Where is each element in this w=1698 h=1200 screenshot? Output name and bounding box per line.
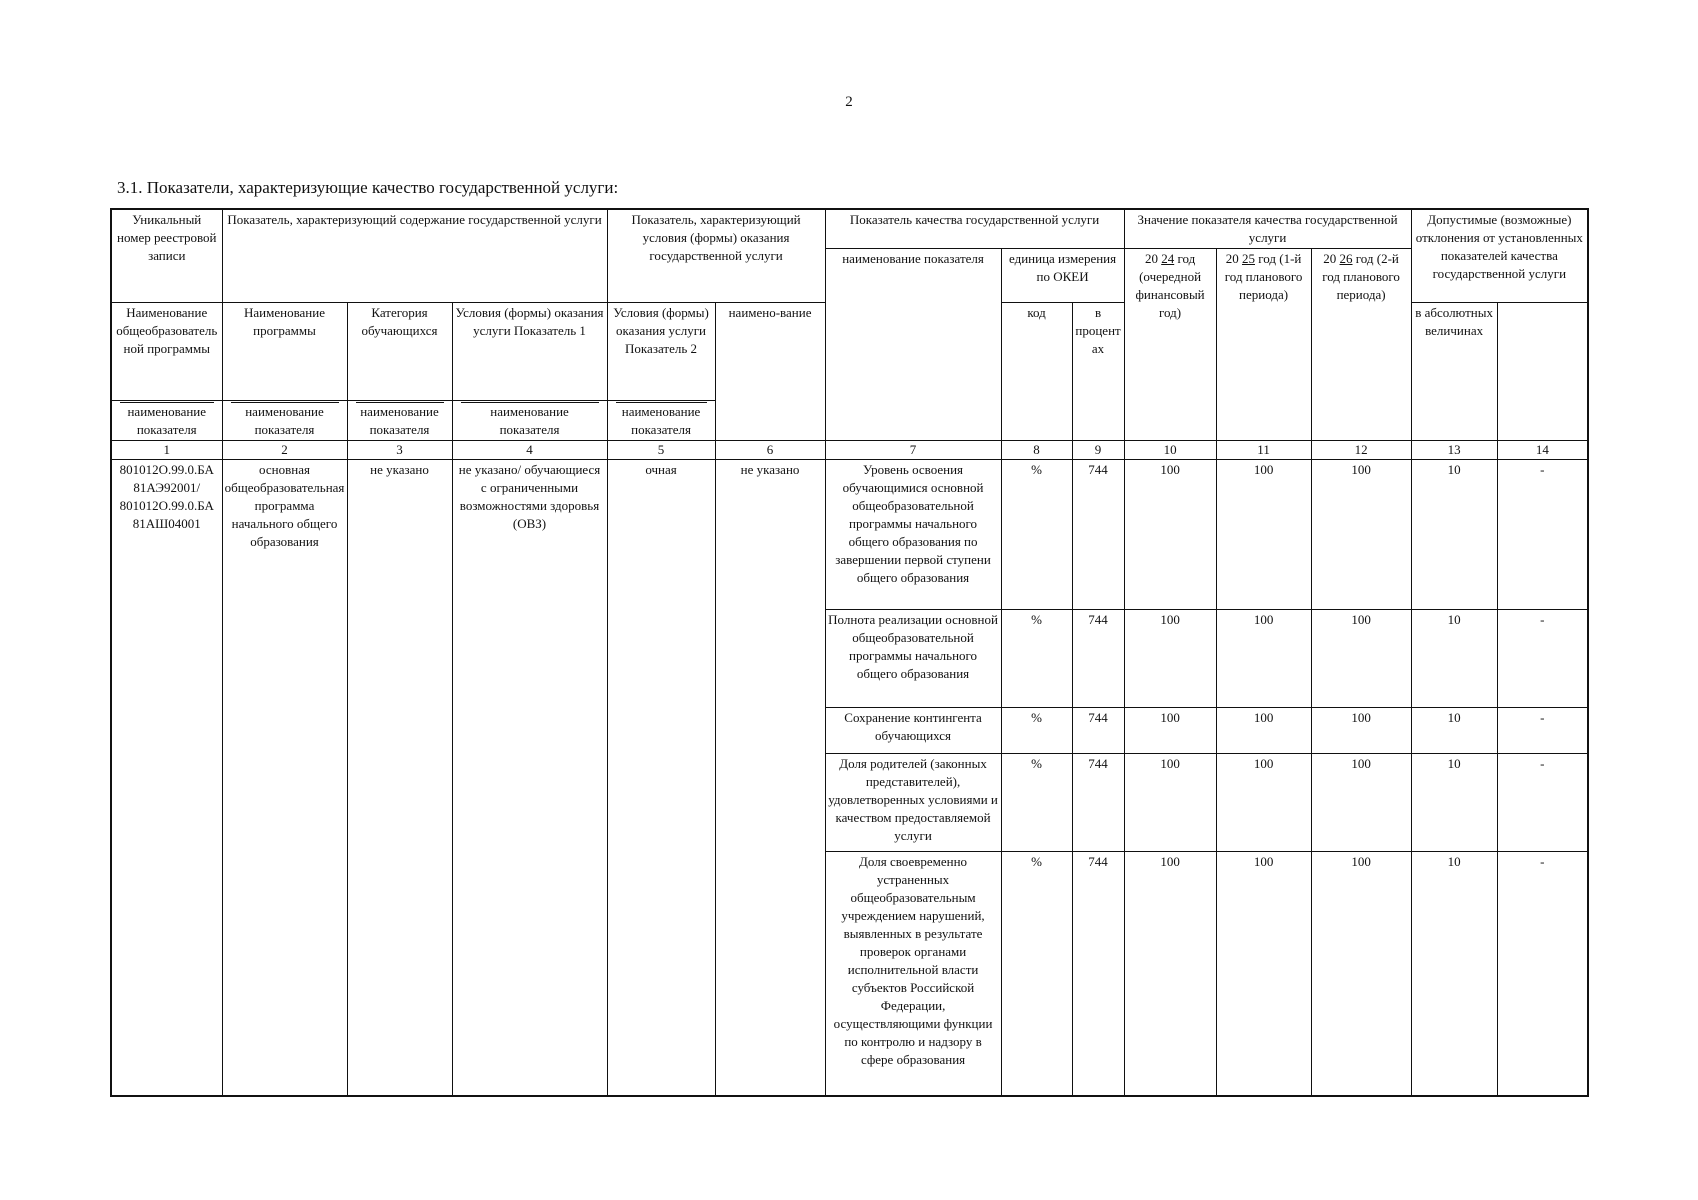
indicator-name: Доля своевременно устраненных общеобразовательным учреждением нарушений, выявленных в результате проверок органами исполнительной власти субъектов Российской Федерации, осуществляющими функции по контролю и надзору в сфере образования (825, 852, 1001, 1096)
sub-label-text: наименование показателя (120, 402, 214, 439)
indicator-name: Сохранение контингента обучающихся (825, 708, 1001, 754)
indicator-dev-percent: 10 (1411, 610, 1497, 708)
indicator-value-1: 100 (1124, 460, 1216, 610)
sub-label-condition-2 (607, 401, 715, 441)
indicator-dev-percent: 10 (1411, 754, 1497, 852)
indicator-value-2: 100 (1216, 460, 1311, 610)
table-row (111, 460, 1588, 610)
header-value-group: Значение показателя качества государственной услуги (1124, 209, 1411, 249)
indicator-code: 744 (1072, 708, 1124, 754)
sub-label-text: наименование показателя (616, 402, 707, 439)
indicator-value-1: 100 (1124, 754, 1216, 852)
header-program-name: Наименование общеобразовательной программы (111, 303, 222, 401)
header-year-1 (1124, 249, 1216, 441)
header-dev-absolute: в абсолютных величинах (1411, 303, 1497, 441)
column-number: 11 (1216, 441, 1311, 460)
sub-label-program-name (111, 401, 222, 441)
column-number: 9 (1072, 441, 1124, 460)
indicator-name: Доля родителей (законных представителей), удовлетворенных условиями и качеством предоставляемой услуги (825, 754, 1001, 852)
column-number: 6 (715, 441, 825, 460)
column-number: 12 (1311, 441, 1411, 460)
indicator-dev-absolute: - (1497, 460, 1588, 610)
indicator-unit: % (1001, 708, 1072, 754)
sub-label-program (222, 401, 347, 441)
indicator-code: 744 (1072, 754, 1124, 852)
indicator-value-3: 100 (1311, 754, 1411, 852)
header-content-group: Показатель, характеризующий содержание государственной услуги (222, 209, 607, 303)
indicator-value-3: 100 (1311, 610, 1411, 708)
column-number: 5 (607, 441, 715, 460)
indicator-value-2: 100 (1216, 708, 1311, 754)
indicator-dev-percent: 10 (1411, 708, 1497, 754)
indicator-value-1: 100 (1124, 852, 1216, 1096)
column-number: 8 (1001, 441, 1072, 460)
indicator-value-1: 100 (1124, 708, 1216, 754)
indicator-dev-absolute: - (1497, 708, 1588, 754)
column-number: 2 (222, 441, 347, 460)
year1-suffix: год (очередной финансовый год) (1135, 251, 1205, 320)
column-number-row (111, 441, 1588, 460)
indicator-dev-absolute: - (1497, 754, 1588, 852)
indicator-value-2: 100 (1216, 610, 1311, 708)
section-title: 3.1. Показатели, характеризующие качество государственной услуги: (117, 178, 619, 197)
quality-indicators-table (110, 208, 1589, 1097)
indicator-value-3: 100 (1311, 852, 1411, 1096)
indicator-unit: % (1001, 460, 1072, 610)
column-number: 4 (452, 441, 607, 460)
indicator-code: 744 (1072, 852, 1124, 1096)
record-unique-number: 801012О.99.0.БА 81АЭ92001/ 801012О.99.0.БА 81АШ04001 (111, 460, 222, 1096)
indicator-value-1: 100 (1124, 610, 1216, 708)
record-program: не указано (347, 460, 452, 1096)
column-number: 13 (1411, 441, 1497, 460)
indicator-value-3: 100 (1311, 460, 1411, 610)
record-condition-1: очная (607, 460, 715, 1096)
year3-prefix: 20 (1323, 251, 1337, 266)
sub-label-text: наименование показателя (356, 402, 444, 439)
indicator-name: Полнота реализации основной общеобразовательной программы начального общего образования (825, 610, 1001, 708)
page-number: 2 (845, 94, 853, 110)
column-number: 3 (347, 441, 452, 460)
year2-suffix: год (1-й год планового периода) (1224, 251, 1303, 302)
column-number: 7 (825, 441, 1001, 460)
header-unit-name: наимено-вание (715, 303, 825, 441)
year1-value: 24 (1161, 251, 1175, 266)
header-conditions-group: Показатель, характеризующий условия (формы) оказания государственной услуги (607, 209, 825, 303)
header-dev-percent: в процентах (1072, 303, 1124, 441)
year2-value: 25 (1242, 251, 1255, 266)
indicator-dev-absolute: - (1497, 852, 1588, 1096)
indicator-unit: % (1001, 852, 1072, 1096)
indicator-code: 744 (1072, 610, 1124, 708)
indicator-value-3: 100 (1311, 708, 1411, 754)
indicator-value-2: 100 (1216, 754, 1311, 852)
sub-label-text: наименование показателя (461, 402, 599, 439)
header-condition-1: Условия (формы) оказания услуги Показатель 1 (452, 303, 607, 401)
record-condition-2: не указано (715, 460, 825, 1096)
header-unit-code: код (1001, 303, 1072, 441)
indicator-name: Уровень освоения обучающимися основной общеобразовательной программы начального общего образования по завершении первой ступени общего образования (825, 460, 1001, 610)
year3-suffix: год (2-й год планового периода) (1322, 251, 1400, 302)
header-unique-number: Уникальный номер реестровой записи (111, 209, 222, 303)
column-number: 14 (1497, 441, 1588, 460)
indicator-unit: % (1001, 610, 1072, 708)
header-quality-group: Показатель качества государственной услуги (825, 209, 1124, 249)
sub-label-condition-1 (452, 401, 607, 441)
year1-prefix: 20 (1144, 251, 1158, 266)
sub-label-category (347, 401, 452, 441)
record-category: не указано/ обучающиеся с ограниченными возможностями здоровья (ОВЗ) (452, 460, 607, 1096)
header-condition-2: Условия (формы) оказания услуги Показатель 2 (607, 303, 715, 401)
indicator-code: 744 (1072, 460, 1124, 610)
indicator-dev-percent: 10 (1411, 460, 1497, 610)
header-unit-okei: единица измерения по ОКЕИ (1001, 249, 1124, 303)
indicator-value-2: 100 (1216, 852, 1311, 1096)
header-indicator-name: наименование показателя (825, 249, 1001, 441)
indicator-dev-percent: 10 (1411, 852, 1497, 1096)
year3-value: 26 (1339, 251, 1353, 266)
record-program-name: основная общеобразовательная программа начального общего образования (222, 460, 347, 1096)
sub-label-text: наименование показателя (231, 402, 339, 439)
header-program: Наименование программы (222, 303, 347, 401)
indicator-unit: % (1001, 754, 1072, 852)
column-number: 10 (1124, 441, 1216, 460)
header-year-3 (1311, 249, 1411, 441)
header-year-2 (1216, 249, 1311, 441)
indicator-dev-absolute: - (1497, 610, 1588, 708)
header-deviation-group: Допустимые (возможные) отклонения от установленных показателей качества государственной услуги (1411, 209, 1588, 303)
header-category: Категория обучающихся (347, 303, 452, 401)
year2-prefix: 20 (1225, 251, 1239, 266)
column-number: 1 (111, 441, 222, 460)
